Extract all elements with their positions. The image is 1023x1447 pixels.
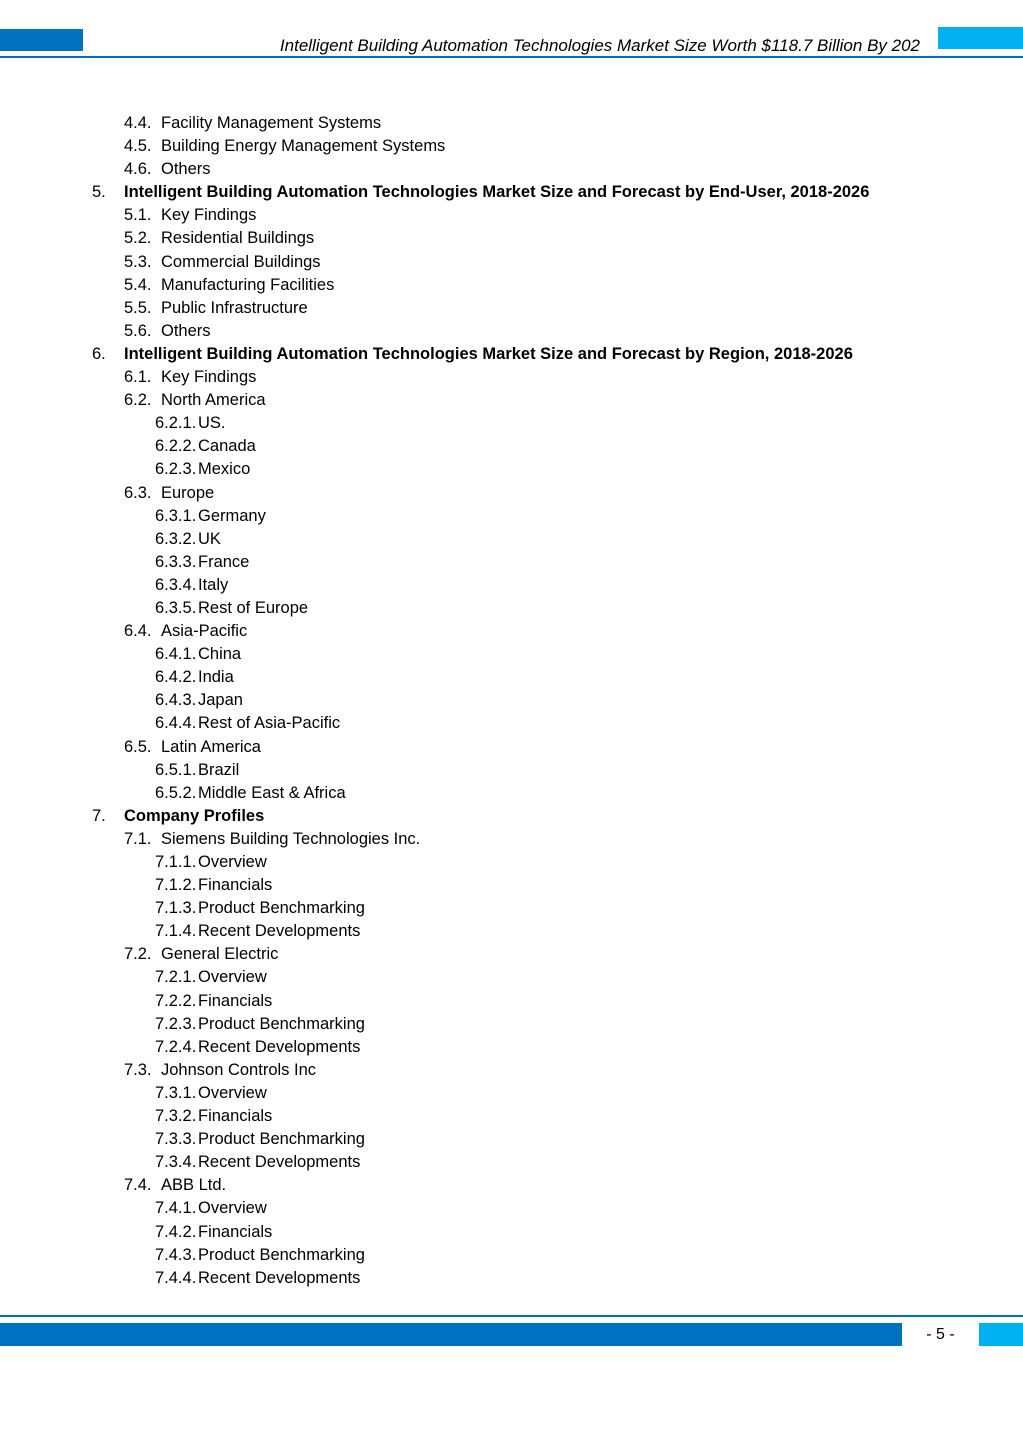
toc-entry-text: Recent Developments [198, 922, 361, 941]
toc-entry [0, 943, 1023, 966]
toc-entry-text: France [198, 552, 250, 571]
toc-entry-text: Rest of Asia-Pacific [198, 714, 341, 733]
toc-entry [0, 412, 1023, 435]
toc-entry [0, 274, 1023, 297]
toc-entry-text: UK [198, 529, 221, 548]
toc-entry-text: General Electric [161, 945, 279, 964]
toc-entry [0, 458, 1023, 481]
toc-entry [0, 135, 1023, 158]
toc-entry-text: Financials [198, 1222, 273, 1241]
toc-entry-text: Product Benchmarking [198, 899, 365, 918]
toc-entry-text: Financials [198, 876, 273, 895]
toc-entry [0, 966, 1023, 989]
toc-entry [0, 828, 1023, 851]
toc-entry-text: Recent Developments [198, 1268, 361, 1287]
toc-entry-number: 7.4.3. [155, 1245, 197, 1264]
footer-bar [0, 1323, 902, 1346]
table-of-contents [0, 112, 1023, 1290]
toc-entry-number: 7.1.4. [155, 922, 197, 941]
toc-entry-number: 6.1. [124, 368, 152, 387]
toc-entry-number: 7.2.3. [155, 1014, 197, 1033]
toc-section-heading: Company Profiles [124, 806, 265, 825]
toc-entry-text: India [198, 668, 234, 687]
toc-entry-number: 7.3.2. [155, 1107, 197, 1126]
toc-entry-number: 6.4.4. [155, 714, 197, 733]
toc-entry-number: 7.1.1. [155, 853, 197, 871]
toc-entry-text: Mexico [198, 460, 251, 479]
toc-entry-text: Financials [198, 1107, 273, 1126]
toc-entry [0, 1013, 1023, 1036]
toc-entry-text: Commercial Buildings [161, 252, 321, 271]
toc-entry [0, 528, 1023, 551]
toc-entry-text: Overview [198, 968, 267, 987]
toc-entry-text: Overview [198, 1083, 267, 1102]
toc-entry-text: Recent Developments [198, 1037, 361, 1056]
toc-entry-text: Financials [198, 991, 273, 1010]
toc-entry [0, 736, 1023, 759]
toc-entry-text: Recent Developments [198, 1153, 361, 1172]
toc-entry [0, 181, 1023, 204]
footer-rule [0, 1315, 1023, 1317]
toc-entry [0, 1036, 1023, 1059]
toc-entry-number: 6.4. [124, 622, 152, 641]
toc-entry-number: 5.5. [124, 298, 152, 317]
toc-entry-text: Facility Management Systems [161, 114, 382, 132]
toc-entry-text: Others [161, 321, 211, 340]
toc-entry-text: Manufacturing Facilities [161, 275, 335, 294]
toc-entry [0, 666, 1023, 689]
toc-entry [0, 851, 1023, 874]
toc-entry-number: 7.2. [124, 945, 152, 964]
toc-entry-text: Overview [198, 1199, 267, 1218]
toc-entry-number: 6.5.2. [155, 783, 197, 802]
toc-entry-number: 5.4. [124, 275, 152, 294]
toc-entry-number: 6.4.3. [155, 691, 197, 710]
toc-entry [0, 251, 1023, 274]
toc-entry [0, 1174, 1023, 1197]
toc-entry-number: 7.3.3. [155, 1130, 197, 1149]
toc-entry-number: 6.3. [124, 483, 152, 502]
toc-entry [0, 597, 1023, 620]
toc-entry-number: 6.2.1. [155, 414, 197, 433]
toc-entry-number: 5.6. [124, 321, 152, 340]
toc-entry [0, 1267, 1023, 1290]
toc-entry-text: Building Energy Management Systems [161, 137, 446, 156]
toc-entry [0, 712, 1023, 735]
toc-entry [0, 805, 1023, 828]
toc-entry [0, 1244, 1023, 1267]
toc-entry-number: 4.6. [124, 160, 152, 179]
toc-entry-number: 7.4.1. [155, 1199, 197, 1218]
toc-entry-number: 6. [92, 344, 106, 363]
toc-entry-text: Product Benchmarking [198, 1014, 365, 1033]
toc-entry-number: 7.4.4. [155, 1268, 197, 1287]
toc-entry-number: 6.5. [124, 737, 152, 756]
toc-entry-text: Latin America [161, 737, 261, 756]
toc-entry [0, 551, 1023, 574]
toc-entry-number: 7.3.1. [155, 1083, 197, 1102]
toc-entry-text: Key Findings [161, 368, 257, 387]
toc-entry [0, 158, 1023, 181]
toc-entry [0, 320, 1023, 343]
toc-entry-number: 7.2.4. [155, 1037, 197, 1056]
toc-entry-number: 6.3.2. [155, 529, 197, 548]
toc-entry-number: 4.4. [124, 114, 152, 132]
toc-entry [0, 343, 1023, 366]
toc-entry-number: 7.1.3. [155, 899, 197, 918]
toc-entry [0, 1221, 1023, 1244]
toc-entry-text: Asia-Pacific [161, 622, 248, 641]
toc-entry-text: US. [198, 414, 226, 433]
toc-entry-text: Johnson Controls Inc [161, 1060, 317, 1079]
toc-entry-text: ABB Ltd. [161, 1176, 227, 1195]
toc-entry-number: 7.2.1. [155, 968, 197, 987]
toc-entry [0, 227, 1023, 250]
toc-section-heading: Intelligent Building Automation Technologies Market Size and Forecast by Region, 2018-2026 [124, 344, 853, 363]
toc-entry [0, 1059, 1023, 1082]
toc-entry [0, 782, 1023, 805]
toc-entry-number: 6.4.1. [155, 645, 197, 664]
toc-entry-number: 6.2.3. [155, 460, 197, 479]
toc-entry-number: 7.3. [124, 1060, 152, 1079]
toc-entry [0, 1197, 1023, 1220]
toc-entry [0, 759, 1023, 782]
toc-entry-number: 7.1. [124, 829, 152, 848]
toc-entry-text: Brazil [198, 760, 240, 779]
toc-entry [0, 620, 1023, 643]
toc-entry [0, 874, 1023, 897]
toc-entry-text: Key Findings [161, 206, 257, 225]
toc-entry-text: Germany [198, 506, 266, 525]
toc-entry-text: Public Infrastructure [161, 298, 308, 317]
toc-entry-text: Rest of Europe [198, 598, 309, 617]
toc-entry [0, 389, 1023, 412]
toc-entry [0, 920, 1023, 943]
toc-entry-text: Japan [198, 691, 243, 710]
toc-entry-number: 6.2.2. [155, 437, 197, 456]
toc-section-heading: Intelligent Building Automation Technologies Market Size and Forecast by End-User, 2018-2026 [124, 183, 870, 202]
toc-entry [0, 990, 1023, 1013]
toc-entry [0, 505, 1023, 528]
toc-entry [0, 689, 1023, 712]
toc-entry [0, 1151, 1023, 1174]
toc-entry-number: 7.4.2. [155, 1222, 197, 1241]
toc-entry-number: 6.3.3. [155, 552, 197, 571]
toc-entry-text: Siemens Building Technologies Inc. [161, 829, 421, 848]
toc-entry-number: 7. [92, 806, 106, 825]
page-number: - 5 - [926, 1326, 955, 1343]
toc-entry-number: 6.3.1. [155, 506, 197, 525]
toc-entry [0, 366, 1023, 389]
toc-entry-number: 7.1.2. [155, 876, 197, 895]
header-rule [0, 56, 1023, 58]
toc-entry-number: 5.3. [124, 252, 152, 271]
toc-entry-text: Canada [198, 437, 256, 456]
toc-entry-number: 5. [92, 183, 106, 202]
toc-entry-text: Others [161, 160, 211, 179]
toc-entry [0, 435, 1023, 458]
toc-entry-number: 6.4.2. [155, 668, 197, 687]
header-title: Intelligent Building Automation Technologies Market Size Worth $118.7 Billion By 202 [279, 36, 920, 55]
toc-entry-text: China [198, 645, 242, 664]
toc-entry-number: 4.5. [124, 137, 152, 156]
toc-entry-number: 7.2.2. [155, 991, 197, 1010]
toc-entry [0, 1105, 1023, 1128]
toc-entry [0, 204, 1023, 227]
toc-entry-text: Italy [198, 575, 229, 594]
toc-entry-text: Product Benchmarking [198, 1245, 365, 1264]
toc-entry-number: 6.2. [124, 391, 152, 410]
toc-entry-number: 7.4. [124, 1176, 152, 1195]
toc-entry-number: 6.3.5. [155, 598, 197, 617]
toc-entry-text: Overview [198, 853, 267, 871]
toc-entry [0, 1082, 1023, 1105]
toc-entry [0, 643, 1023, 666]
toc-entry-text: Residential Buildings [161, 229, 315, 248]
toc-entry [0, 574, 1023, 597]
toc-entry-number: 5.1. [124, 206, 152, 225]
toc-entry-number: 6.3.4. [155, 575, 197, 594]
toc-entry [0, 112, 1023, 135]
toc-entry-number: 7.3.4. [155, 1153, 197, 1172]
toc-entry [0, 297, 1023, 320]
header-accent-block-right [938, 27, 1023, 49]
toc-entry-text: Europe [161, 483, 215, 502]
toc-entry [0, 897, 1023, 920]
toc-entry [0, 1128, 1023, 1151]
toc-entry-text: North America [161, 391, 266, 410]
header-accent-block-left [0, 29, 83, 51]
toc-entry [0, 482, 1023, 505]
toc-entry-number: 6.5.1. [155, 760, 197, 779]
footer-accent-block-right [979, 1323, 1023, 1346]
toc-entry-number: 5.2. [124, 229, 152, 248]
toc-entry-text: Middle East & Africa [198, 783, 346, 802]
toc-entry-text: Product Benchmarking [198, 1130, 365, 1149]
